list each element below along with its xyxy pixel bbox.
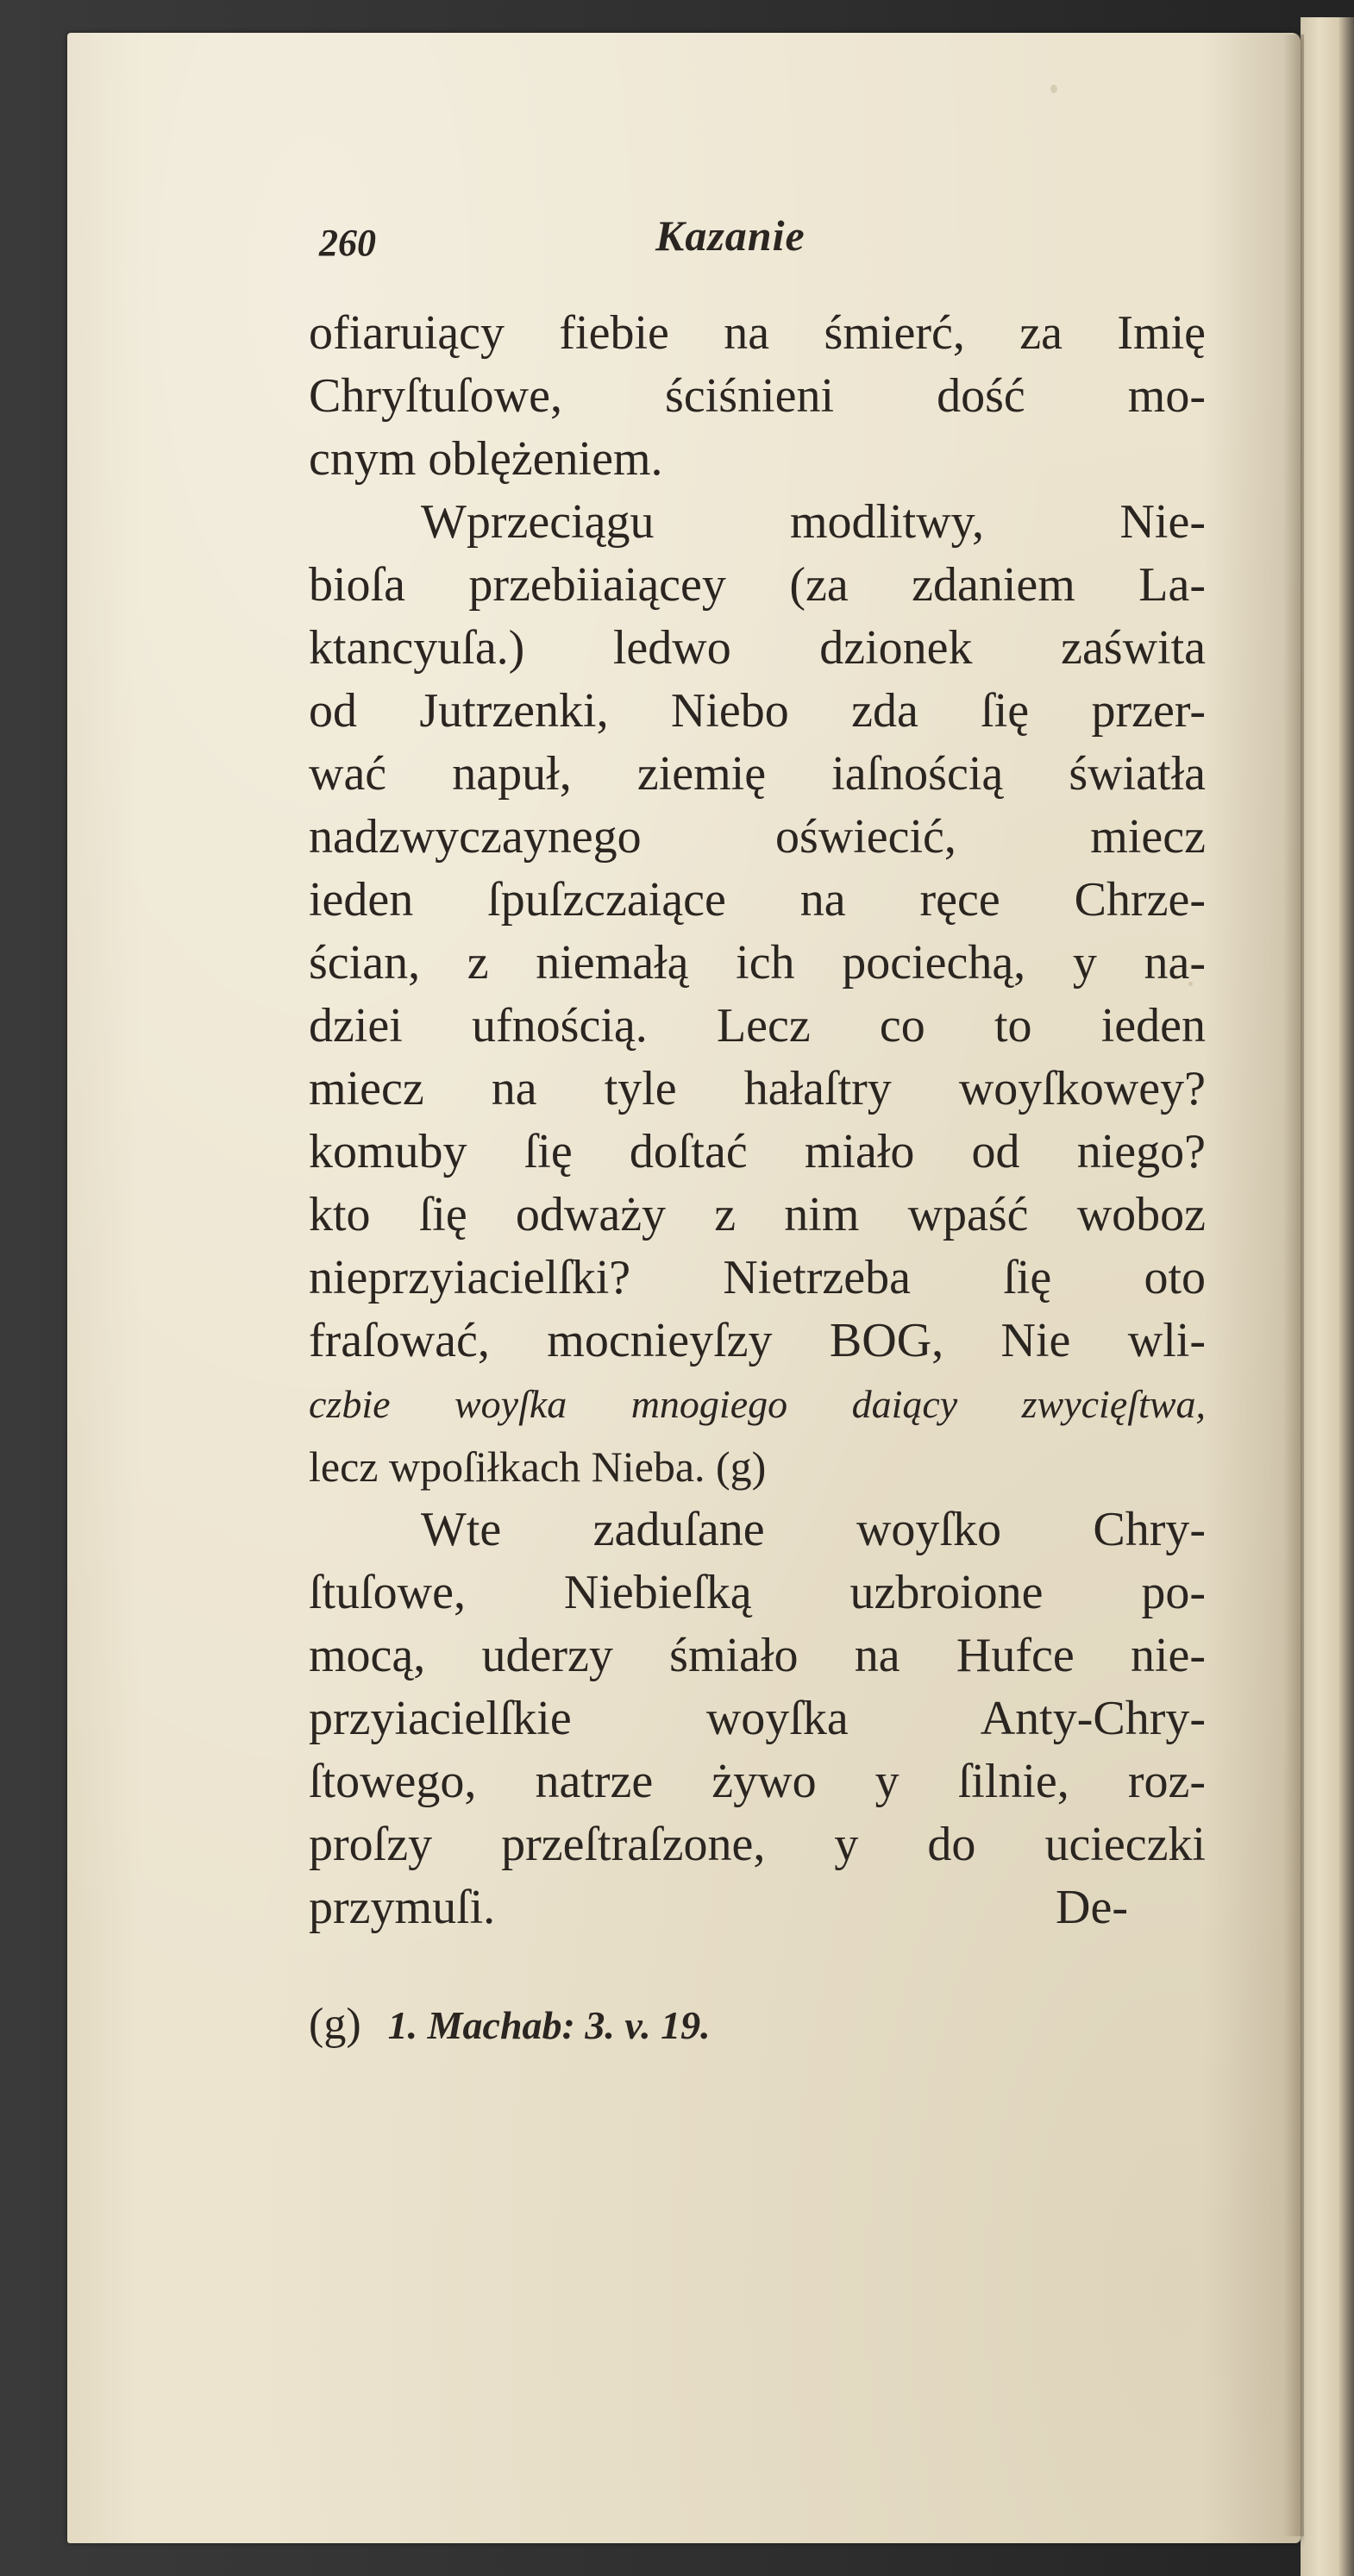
text-line: miecz na tyle hałaſtry woyſkowey? — [309, 1062, 1206, 1115]
next-page-edge — [1301, 17, 1354, 2576]
page-number: 260 — [319, 222, 376, 264]
text-line: proſzy przeſtraſzone, y do ucieczki — [309, 1818, 1206, 1871]
footnote-marker: (g) — [309, 2000, 361, 2049]
text-line: Wte zaduſane woyſko Chry- — [421, 1503, 1206, 1556]
text-line: lecz wpoſiłkach Nieba. (g) — [309, 1442, 767, 1491]
text-line: ieden ſpuſzczaiące na ręce Chrze- — [309, 873, 1206, 927]
text-line: ſtuſowe, Niebieſką uzbroione po- — [309, 1566, 1206, 1619]
text-line: od Jutrzenki, Niebo zda ſię przer- — [309, 684, 1206, 738]
gutter-shadow — [1283, 35, 1304, 2536]
catchword: De- — [1056, 1881, 1128, 1934]
text-line: przyiacielſkie woyſka Anty-Chry- — [309, 1692, 1206, 1745]
text-line: kto ſię odważy z nim wpaść woboz — [309, 1188, 1206, 1241]
text-line: cnym oblężeniem. — [309, 432, 663, 486]
text-line: bioſa przebiiaiącey (za zdaniem La- — [309, 558, 1206, 612]
text-line: czbie woyſka mnogiego daiący zwycięſtwa, — [309, 1382, 1206, 1426]
paper-spot — [1050, 85, 1057, 93]
last-text-line — [309, 1876, 1206, 1939]
text-line: ścian, z niemałą ich pociechą, y na- — [309, 936, 1206, 990]
text-line: nieprzyiacielſki? Nietrzeba ſię oto — [309, 1251, 1206, 1304]
text-line: Chryſtuſowe, ściśnieni dość mo- — [309, 369, 1206, 423]
text-line: nadzwyczaynego oświecić, miecz — [309, 810, 1206, 864]
text-line: ktancyuſa.) ledwo dzionek zaświta — [309, 621, 1206, 675]
text-line: komuby ſię doſtać miało od niego? — [309, 1125, 1206, 1178]
text-line: ſtowego, natrze żywo y ſilnie, roz- — [309, 1755, 1206, 1808]
text-line: dziei ufnością. Lecz co to ieden — [309, 999, 1206, 1052]
text-line: fraſować, mocnieyſzy BOG, Nie wli- — [309, 1314, 1206, 1367]
text-line: Wprzeciągu modlitwy, Nie- — [421, 495, 1206, 549]
body-text — [309, 302, 1206, 1939]
text-line: mocą, uderzy śmiało na Hufce nie- — [309, 1629, 1206, 1682]
running-title: Kazanie — [655, 211, 806, 260]
text-line: przymuſi. — [309, 1881, 496, 1934]
footnote-source: 1. Machab: 3. v. 19. — [387, 2003, 711, 2047]
text-line: wać napuł, ziemię iaſnością światła — [309, 747, 1206, 801]
footnote — [309, 1995, 1206, 2056]
running-head — [319, 210, 1095, 273]
text-line: ofiaruiący fiebie na śmierć, za Imię — [309, 306, 1206, 360]
